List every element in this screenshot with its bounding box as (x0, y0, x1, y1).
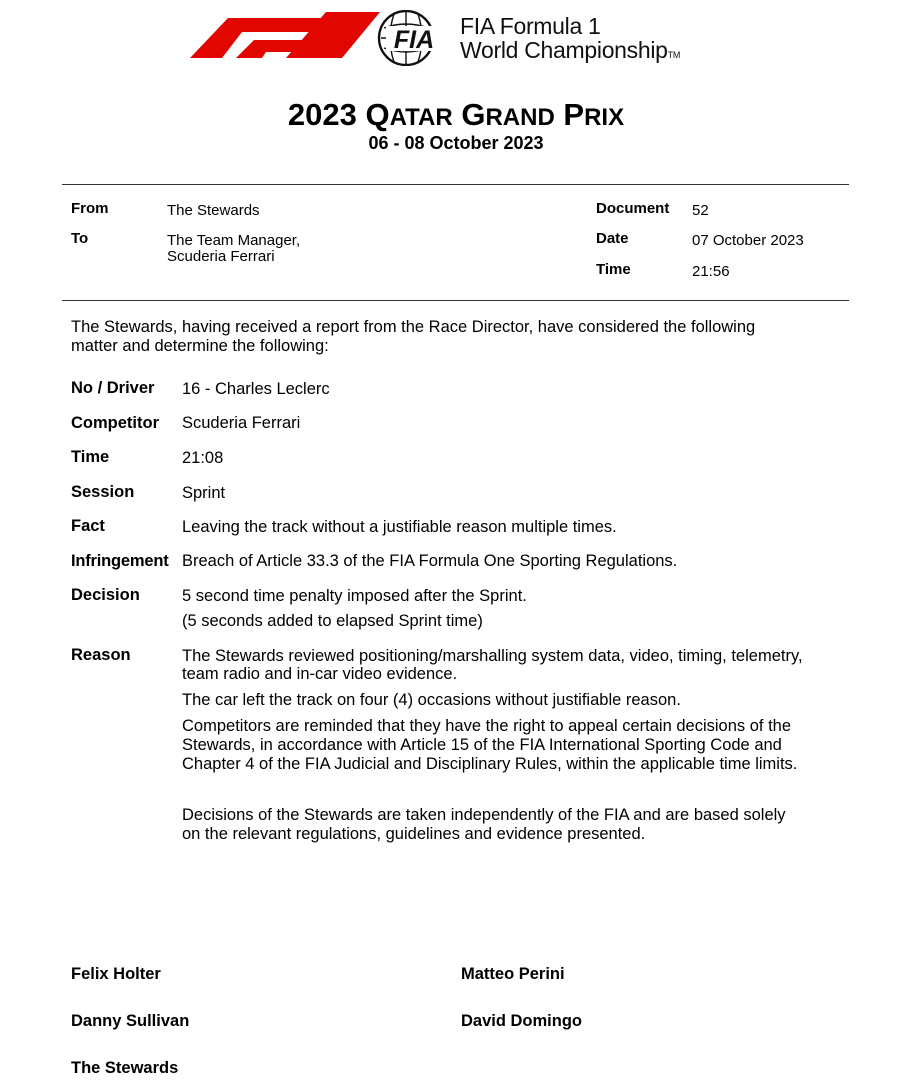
fact-label: Fact (71, 517, 105, 535)
driver-value: 16 - Charles Leclerc (182, 380, 330, 398)
date-value: 07 October 2023 (692, 232, 804, 249)
stewards-footer: The Stewards (71, 1059, 179, 1077)
title-year: 2023 (287, 97, 357, 132)
document-label: Document (596, 200, 670, 217)
decision-line2: (5 seconds added to elapsed Sprint time) (182, 612, 483, 630)
incident-time-value: 21:08 (182, 449, 224, 467)
from-label: From (71, 200, 109, 217)
decision-label: Decision (71, 586, 140, 604)
event-dates: 06 - 08 October 2023 (368, 133, 544, 153)
championship-wordmark (460, 14, 680, 67)
steward-signature-1: Felix Holter (71, 965, 161, 983)
to-value-line2: Scuderia Ferrari (167, 248, 275, 265)
time-value: 21:56 (692, 263, 730, 280)
f1-logo (190, 10, 380, 62)
fia-logo-text: FIA (393, 26, 435, 54)
from-value: The Stewards (167, 202, 260, 219)
title-word-prix: PRIX (563, 97, 625, 132)
document-value: 52 (692, 202, 709, 219)
steward-signature-3: Danny Sullivan (71, 1012, 190, 1030)
brand-tm: TM (667, 50, 681, 60)
title-word-qatar: QATAR (365, 97, 453, 132)
brand-line2-wrap (460, 38, 680, 67)
reason-p4-line2: on the relevant regulations, guidelines and evidence presented. (182, 825, 646, 843)
title-word-grand: GRAND (461, 97, 555, 132)
intro-line2: matter and determine the following: (71, 337, 329, 355)
infringement-label: Infringement (71, 552, 169, 570)
to-label: To (71, 230, 89, 247)
reason-p3-line2: Stewards, in accordance with Article 15 of the FIA International Sporting Code and (182, 736, 782, 754)
session-label: Session (71, 483, 135, 501)
date-label: Date (596, 230, 629, 247)
fact-value: Leaving the track without a justifiable reason multiple times. (182, 518, 617, 536)
fia-logo (376, 10, 454, 66)
driver-label: No / Driver (71, 379, 155, 397)
decision-line1: 5 second time penalty imposed after the Sprint. (182, 587, 527, 605)
brand-line2: World Championship (460, 37, 668, 63)
steward-signature-4: David Domingo (461, 1012, 583, 1030)
reason-p4-line1: Decisions of the Stewards are taken independently of the FIA and are based solely (182, 806, 786, 824)
divider-top (62, 184, 849, 185)
reason-p2: The car left the track on four (4) occasions without justifiable reason. (182, 691, 681, 709)
intro-line1: The Stewards, having received a report from the Race Director, have considered the following (71, 318, 756, 336)
reason-p1-line2: team radio and in-car video evidence. (182, 665, 458, 683)
brand-line1: FIA Formula 1 (460, 13, 601, 39)
steward-signature-2: Matteo Perini (461, 965, 565, 983)
session-value: Sprint (182, 484, 226, 502)
competitor-label: Competitor (71, 414, 159, 432)
time-label: Time (596, 261, 631, 278)
to-value-line1: The Team Manager, (167, 232, 301, 249)
incident-time-label: Time (71, 448, 110, 466)
reason-p1-line1: The Stewards reviewed positioning/marshalling system data, video, timing, telemetry, (182, 647, 803, 665)
reason-p3-line3: Chapter 4 of the FIA Judicial and Disciplinary Rules, within the applicable time limits. (182, 755, 798, 773)
infringement-value: Breach of Article 33.3 of the FIA Formula One Sporting Regulations. (182, 552, 678, 570)
reason-label: Reason (71, 646, 131, 664)
competitor-value: Scuderia Ferrari (182, 414, 301, 432)
reason-p3-line1: Competitors are reminded that they have the right to appeal certain decisions of the (182, 717, 792, 735)
event-title (0, 96, 912, 137)
divider-bottom (62, 300, 849, 301)
